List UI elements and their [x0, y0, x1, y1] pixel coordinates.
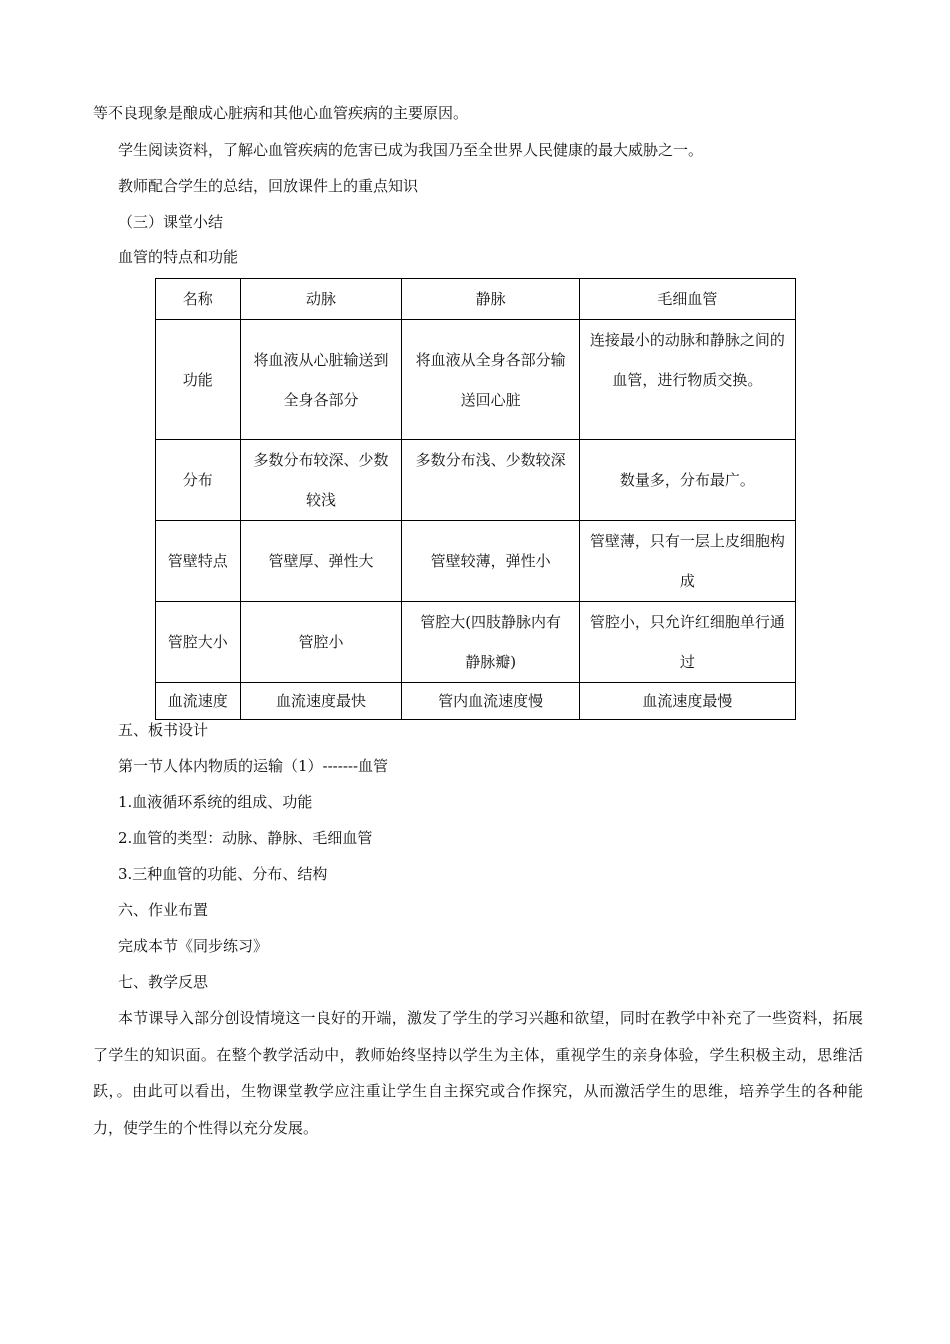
table-cell: 血流速度最慢 — [579, 683, 795, 720]
section-heading: （三）课堂小结 — [118, 213, 224, 231]
reflection-paragraph: 本节课导入部分创设情境这一良好的开端，激发了学生的学习兴趣和欲望，同时在教学中补充了一些资料，拓展了学生的知识面。在整个教学活动中，教师始终坚持以学生为主体，重视学生的亲身体验，学生积极主动，思维活跃，。由此可以看出，生物课堂教学应注重让学生自主探究或合作探究，从而激活学生的思维，培养学生的各种能力，使学生的个性得以充分发展。 — [93, 1009, 863, 1137]
list-item: 3.三种血管的功能、分布、结构 — [118, 865, 328, 883]
table-cell: 多数分布浅、少数较深 — [402, 440, 579, 521]
table-cell: 连接最小的动脉和静脉之间的血管，进行物质交换。 — [579, 320, 795, 440]
table-cell: 分布 — [156, 440, 241, 521]
section-heading: 六、作业布置 — [118, 901, 209, 919]
table-cell: 管腔大小 — [156, 602, 241, 683]
table-cell: 血流速度 — [156, 683, 241, 720]
table-cell: 将血液从心脏输送到全身各部分 — [240, 320, 402, 440]
table-cell: 血流速度最快 — [240, 683, 402, 720]
table-cell: 管腔小 — [240, 602, 402, 683]
table-header-cell: 名称 — [156, 279, 241, 320]
table-cell: 管壁厚、弹性大 — [240, 521, 402, 602]
text-line: 等不良现象是酿成心脏病和其他心血管疾病的主要原因。 — [93, 104, 469, 122]
section-heading: 五、板书设计 — [118, 721, 209, 739]
table-cell: 管壁较薄，弹性小 — [402, 521, 579, 602]
table-header-row — [156, 279, 796, 320]
table-cell: 管壁薄，只有一层上皮细胞构成 — [579, 521, 795, 602]
table-row — [156, 521, 796, 602]
text-line: 完成本节《同步练习》 — [118, 937, 269, 955]
table-row — [156, 602, 796, 683]
table-cell: 管壁特点 — [156, 521, 241, 602]
table-cell: 管内血流速度慢 — [402, 683, 579, 720]
table-header-cell: 动脉 — [240, 279, 402, 320]
list-item: 2.血管的类型：动脉、静脉、毛细血管 — [118, 829, 373, 847]
section-heading: 七、教学反思 — [118, 973, 209, 991]
table-cell: 功能 — [156, 320, 241, 440]
table-row — [156, 440, 796, 521]
table-header-cell: 毛细血管 — [579, 279, 795, 320]
table-cell: 数量多，分布最广。 — [579, 440, 795, 521]
board-title: 第一节人体内物质的运输（1）-------血管 — [118, 757, 389, 775]
table-row — [156, 683, 796, 720]
table-cell: 管腔小，只允许红细胞单行通过 — [579, 602, 795, 683]
list-item: 1.血液循环系统的组成、功能 — [118, 793, 313, 811]
vessel-table — [155, 278, 796, 720]
table-caption: 血管的特点和功能 — [118, 248, 239, 266]
text-line: 学生阅读资料，了解心血管疾病的危害已成为我国乃至全世界人民健康的最大威胁之一。 — [118, 141, 704, 159]
table-header-cell: 静脉 — [402, 279, 579, 320]
table-cell: 将血液从全身各部分输送回心脏 — [402, 320, 579, 440]
text-line: 教师配合学生的总结，回放课件上的重点知识 — [118, 177, 419, 195]
table-row — [156, 320, 796, 440]
table-cell: 多数分布较深、少数较浅 — [240, 440, 402, 521]
table-cell: 管腔大(四肢静脉内有静脉瓣) — [402, 602, 579, 683]
